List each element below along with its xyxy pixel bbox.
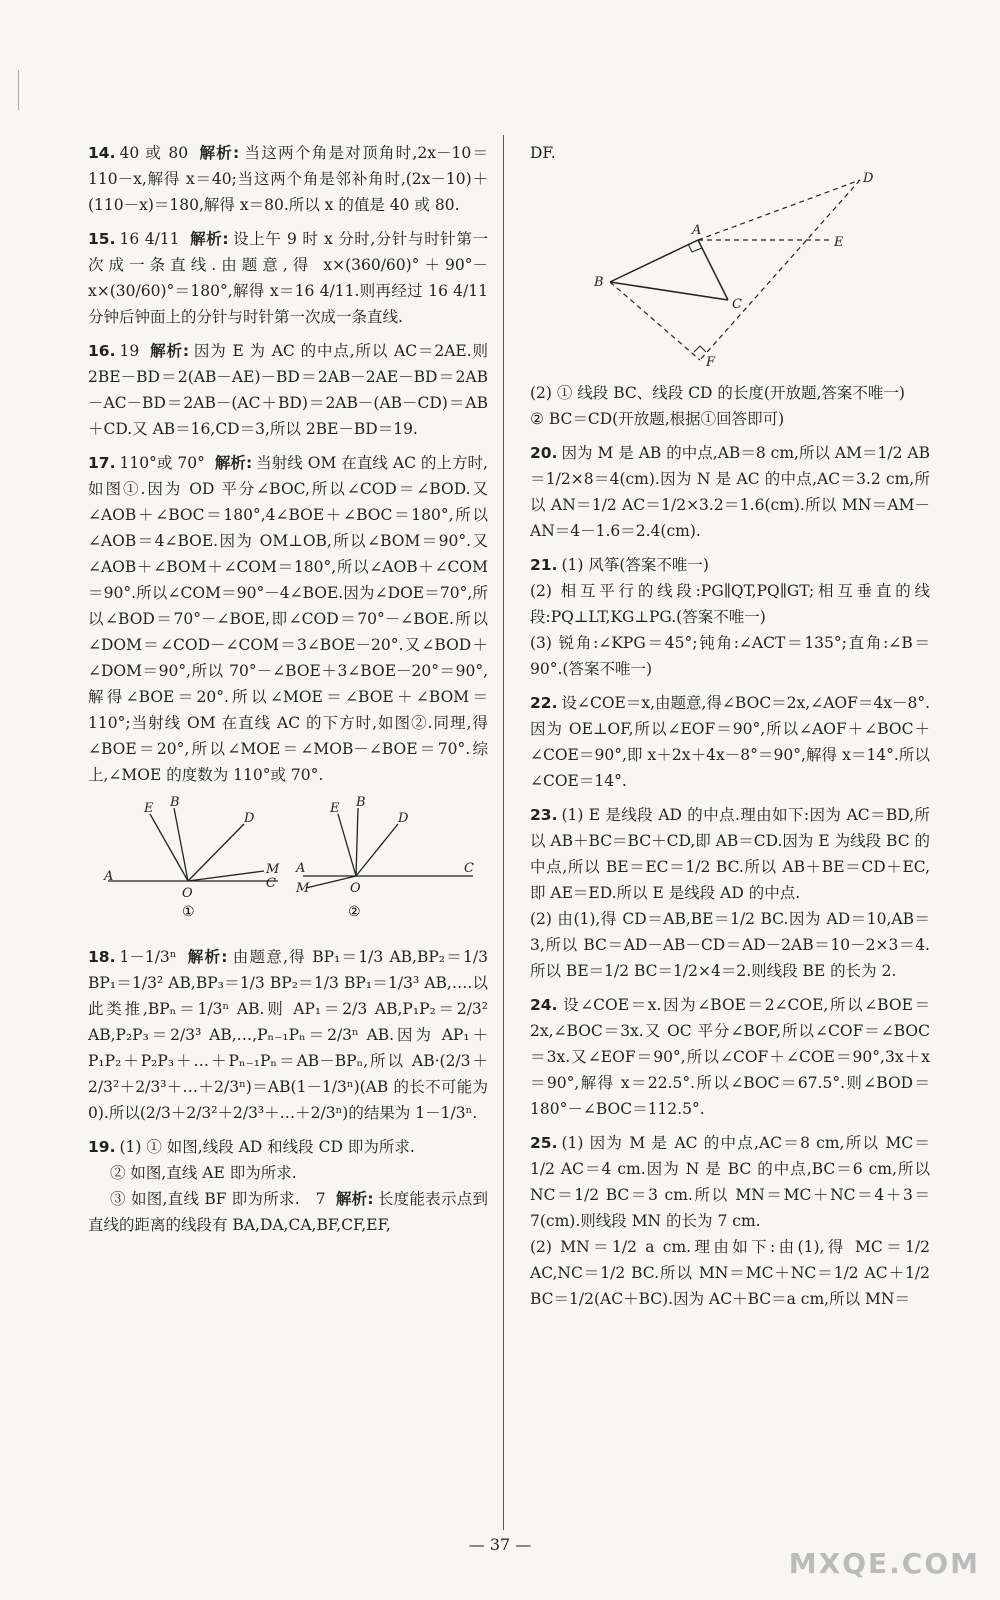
label-f: F <box>706 355 716 370</box>
question-16 <box>88 338 488 442</box>
question-14 <box>88 140 488 218</box>
question-number: 16. <box>88 342 116 360</box>
question-21 <box>530 552 930 682</box>
part-1-1: (1) ① 如图,线段 AD 和线段 CD 即为所求. <box>119 1138 415 1156</box>
question-number: 19. <box>88 1138 116 1156</box>
label-e: E <box>330 801 340 816</box>
margin-mark <box>18 70 19 110</box>
right-column <box>530 140 930 1320</box>
angle-figures <box>98 796 478 936</box>
question-number: 21. <box>530 556 558 574</box>
question-number: 18. <box>88 948 116 966</box>
question-18 <box>88 944 488 1126</box>
question-17 <box>88 450 488 788</box>
analysis-label: 解析: <box>189 230 229 248</box>
label-b: B <box>170 796 180 810</box>
part-2: (2) MN＝1/2 a cm.理由如下:由(1),得 MC＝1/2 AC,NC＝1/2 BC.所以 MN＝MC＋NC＝1/2 AC＋1/2 BC＝1/2(AC＋BC).因为 AC＋BC＝a cm,所以 MN＝ <box>530 1238 930 1308</box>
label-a: A <box>104 869 114 884</box>
part-2: (2) 由(1),得 CD＝AB,BE＝1/2 BC.因为 AD＝10,AB＝3,所以 BC＝AD－AB－CD＝AD－2AB＝10－2×3＝4.所以 BE＝1/2 BC＝1/2×4＝2.则线段 BE 的长为 2. <box>530 910 930 980</box>
label-a: A <box>692 223 702 238</box>
label-m: M <box>296 881 310 896</box>
part-3: (3) 锐角:∠KPG＝45°;钝角:∠ACT＝135°;直角:∠B＝90°.(答案不唯一) <box>530 634 930 678</box>
analysis-label: 解析: <box>186 948 228 966</box>
question-25 <box>530 1130 930 1312</box>
geometry-figure <box>580 172 880 372</box>
solution-text: 设∠COE＝x,由题意,得∠BOC＝2x,∠AOF＝4x－8°.因为 OE⊥OF,所以∠EOF＝90°,所以∠AOF＋∠BOC＋∠COE＝90°,即 x＋2x＋4x－8°＝90°,解得 x＝14°.所以∠COE＝14°. <box>530 694 930 790</box>
solution-text: 因为 M 是 AB 的中点,AB＝8 cm,所以 AM＝1/2 AB＝1/2×8＝4(cm).因为 N 是 AC 的中点,AC＝3.2 cm,所以 AN＝1/2 AC＝1/2×3.2＝1.6(cm).所以 MN＝AM－AN＝4－1.6＝2.4(cm). <box>530 444 930 540</box>
part-2-2: ② BC＝CD(开放题,根据①回答即可) <box>530 410 785 428</box>
label-d: D <box>244 811 255 826</box>
analysis-label: 解析: <box>335 1190 374 1208</box>
question-number: 23. <box>530 806 558 824</box>
question-number: 17. <box>88 454 116 472</box>
part-1: (1) E 是线段 AD 的中点.理由如下:因为 AC＝BD,所以 AB＋BC＝BC＋CD,即 AB＝CD.因为 E 为线段 BC 的中点,所以 BE＝EC＝1/2 BC.所以 AB＋BE＝CD＋EC,即 AE＝ED.所以 E 是线段 AD 的中点. <box>530 806 930 902</box>
label-c: C <box>464 861 474 876</box>
part-1-2: ② 如图,直线 AE 即为所求. <box>110 1164 297 1182</box>
watermark: MXQE.COM <box>788 1547 980 1580</box>
figure-2 <box>295 796 474 920</box>
question-number: 22. <box>530 694 558 712</box>
answer: 16 4/11 <box>119 230 180 248</box>
question-number: 14. <box>88 144 116 162</box>
part-2: (2) 相互平行的线段:PG∥QT,PQ∥GT;相互垂直的线段:PQ⊥LT,KG⊥PG.(答案不唯一) <box>530 582 930 626</box>
answer: 1－1/3ⁿ <box>119 948 177 966</box>
figure-2-caption: ② <box>348 904 361 920</box>
continued-text: DF. <box>530 144 556 162</box>
label-e: E <box>144 801 154 816</box>
analysis-label: 解析: <box>214 454 253 472</box>
figure-1-caption: ① <box>182 904 195 920</box>
label-c: C <box>732 297 742 312</box>
analysis-text: 设上午 9 时 x 分时,分针与时针第一次成一条直线.由题意,得 x×(360/60)°＋90°－x×(30/60)°＝180°,解得 x＝16 4/11.则再经过 16 4/11 分钟后钟面上的分针与时针第一次成一条直线. <box>88 230 488 326</box>
label-d: D <box>863 172 874 186</box>
answer: 19 <box>119 342 140 360</box>
page-number-value: 37 <box>489 1535 511 1554</box>
label-b: B <box>356 796 366 810</box>
label-b: B <box>594 275 604 290</box>
label-e: E <box>834 235 844 250</box>
part-2-1: (2) ① 线段 BC、线段 CD 的长度(开放题,答案不唯一) <box>530 384 905 402</box>
analysis-text: 由题意,得 BP₁＝1/3 AB,BP₂＝1/3 BP₁＝1/3² AB,BP₃＝1/3 BP₂＝1/3 BP₁＝1/3³ AB,….以此类推,BPₙ＝1/3ⁿ AB.则 AP₁＝2/3 AB,P₁P₂＝2/3² AB,P₂P₃＝2/3³ AB,…,Pₙ₋₁Pₙ＝2/3ⁿ AB.因为 AP₁＋P₁P₂＋P₂P₃＋…＋Pₙ₋₁Pₙ＝AB－BPₙ,所以 AB·(2/3＋2/3²＋2/3³＋…＋2/3ⁿ)＝AB(1－1/3ⁿ)(AB 的长不可能为 0).所以(2/3＋2/3²＋2/3³＋…＋2/3ⁿ)的结果为 1－1/3ⁿ. <box>88 948 488 1122</box>
question-number: 25. <box>530 1134 558 1152</box>
label-d: D <box>398 811 409 826</box>
solution-text: 设∠COE＝x.因为∠BOE＝2∠COE,所以∠BOE＝2x,∠BOC＝3x.又 OC 平分∠BOF,所以∠COF＝∠BOC＝3x.又∠EOF＝90°,所以∠COF＋∠COE＝90°,3x＋x＝90°,解得 x＝22.5°.所以∠BOC＝67.5°.则∠BOD＝180°－∠BOC＝112.5°. <box>530 996 930 1118</box>
question-number: 15. <box>88 230 116 248</box>
question-19 <box>88 1134 488 1238</box>
label-o: O <box>182 886 193 901</box>
question-number: 20. <box>530 444 558 462</box>
left-column <box>88 140 488 1240</box>
answer: 40 或 80 <box>119 144 189 162</box>
analysis-label: 解析: <box>198 144 240 162</box>
question-19-part-2 <box>530 380 930 432</box>
page-number: — 37 — <box>468 1535 532 1554</box>
analysis-label: 解析: <box>149 342 190 360</box>
question-23 <box>530 802 930 984</box>
label-m: M <box>266 862 280 877</box>
answer: 110°或 70° <box>119 454 205 472</box>
question-number: 24. <box>530 996 558 1014</box>
analysis-text: 因为 E 为 AC 的中点,所以 AC＝2AE.则 2BE－BD＝2(AB－AE)－BD＝2AB－2AE－BD＝2AB－AC－BD＝2AB－(AC＋BD)＝2AB－(AB－CD)＝AB＋CD.又 AB＝16,CD＝3,所以 2BE－BD＝19. <box>88 342 489 438</box>
part-1: (1) 风筝(答案不唯一) <box>561 556 709 574</box>
analysis-text: 当射线 OM 在直线 AC 的上方时,如图①.因为 OD 平分∠BOC,所以∠COD＝∠BOD.又∠AOB＋∠BOC＝180°,4∠BOE＋∠BOC＝180°,所以∠AOB＝4∠BOE.因为 OM⊥OB,所以∠BOM＝90°.又∠AOB＋∠BOM＋∠COM＝180°,所以∠AOB＋∠COM＝90°.所以∠COM＝90°－4∠BOE.因为∠DOE＝70°,所以∠BOD＝70°－∠BOE,即∠COD＝70°－∠BOE.所以∠DOM＝∠COD－∠COM＝3∠BOE－20°.又∠BOD＋∠DOM＝90°,所以 70°－∠BOE＋3∠BOE－20°＝90°,解得∠BOE＝20°.所以∠MOE＝∠BOE＋∠BOM＝110°;当射线 OM 在直线 AC 的下方时,如图②.同理,得∠BOE＝20°,所以∠MOE＝∠MOB－∠BOE＝70°.综上,∠MOE 的度数为 110°或 70°. <box>88 454 488 784</box>
figure-1 <box>103 796 280 920</box>
label-o: O <box>350 881 361 896</box>
analysis-text: 长度能表示点到直线的距离的线段有 BA,DA,CA,BF,CF,EF, <box>88 1190 488 1234</box>
part-1-3: ③ 如图,直线 BF 即为所求. 7 <box>110 1190 326 1208</box>
analysis-text: 当这两个角是对顶角时,2x－10＝110－x,解得 x＝40;当这两个角是邻补角时,(2x－10)＋(110－x)＝180,解得 x＝80.所以 x 的值是 40 或 80. <box>88 144 488 214</box>
question-15 <box>88 226 488 330</box>
label-c: C <box>266 876 276 891</box>
label-a: A <box>296 861 306 876</box>
part-1: (1) 因为 M 是 AC 的中点,AC＝8 cm,所以 MC＝1/2 AC＝4 cm.因为 N 是 BC 的中点,BC＝6 cm,所以 NC＝1/2 BC＝3 cm.所以 MN＝MC＋NC＝4＋3＝7(cm).则线段 MN 的长为 7 cm. <box>530 1134 930 1230</box>
column-divider <box>503 135 504 1530</box>
question-19-continued <box>530 140 930 166</box>
question-24 <box>530 992 930 1122</box>
question-22 <box>530 690 930 794</box>
question-20 <box>530 440 930 544</box>
